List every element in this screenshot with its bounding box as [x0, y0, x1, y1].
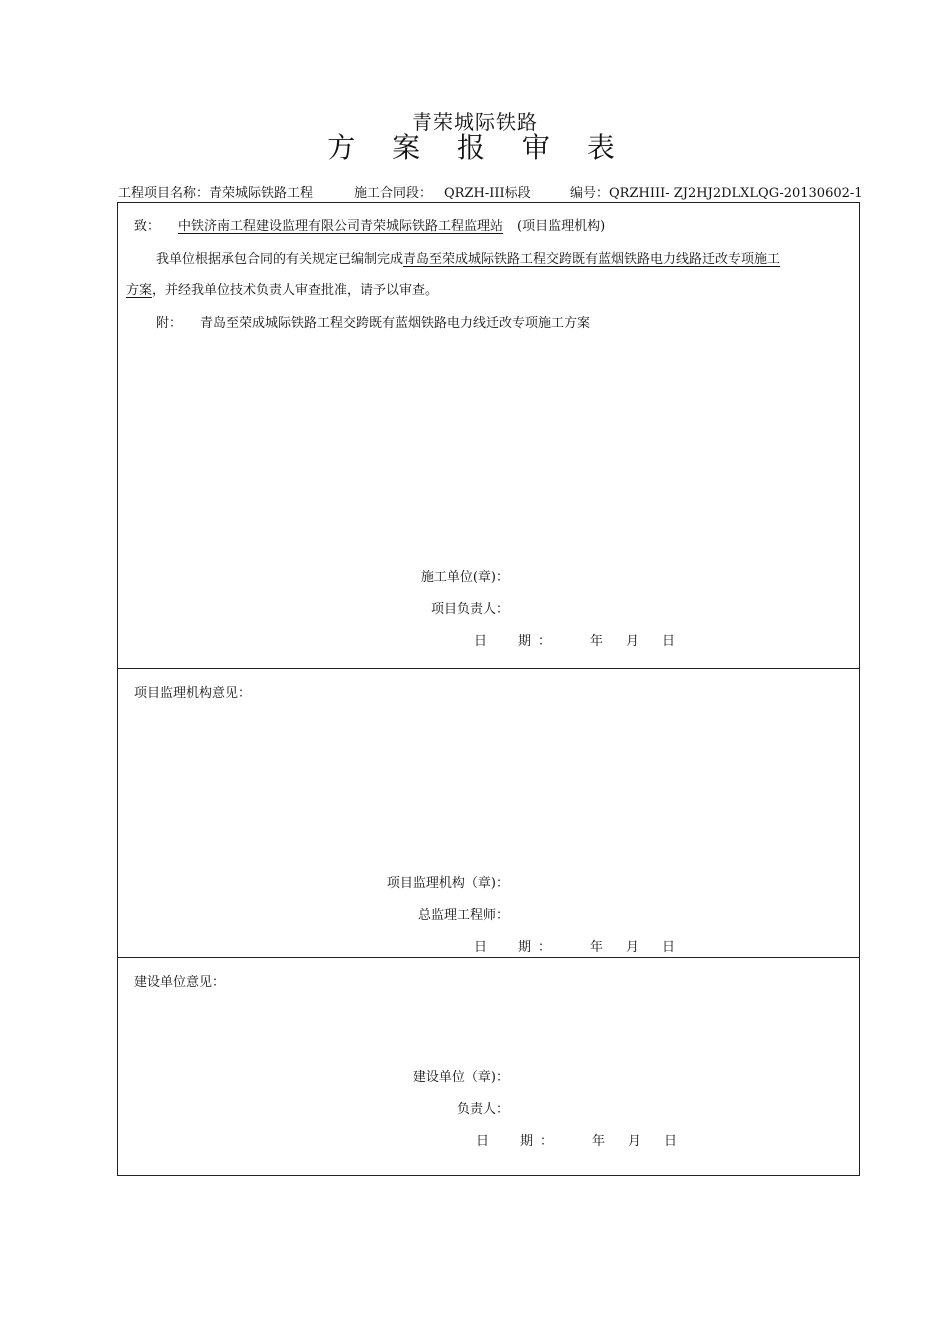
date-label-qi: 期 [518, 940, 532, 955]
date-colon: ： [538, 634, 552, 649]
project-name [118, 182, 313, 201]
addressee-org: 中铁济南工程建设监理有限公司青荣城际铁路工程监理站 [178, 219, 504, 234]
to-label: 致： [134, 219, 161, 234]
date-label-qi: 期 [518, 634, 532, 649]
owner-unit-label: 建设单位（章)： [412, 1070, 509, 1085]
owner-person-label: 负责人： [456, 1102, 509, 1117]
body-suffix: ，并经我单位技术负责人审查批准，请予以审查。 [152, 283, 439, 298]
contractor-unit-label: 施工单位(章)： [420, 570, 509, 585]
document-title-line2: 方 案 报 审 表 [327, 131, 629, 164]
attachment-line [156, 317, 590, 330]
supervision-opinion-label: 项目监理机构意见： [134, 686, 252, 701]
date-day-label: 日 [662, 940, 676, 955]
date-day-label: 日 [662, 634, 676, 649]
project-label: 工程项目名称： [118, 186, 210, 201]
date-colon: ： [538, 940, 552, 955]
addressee-suffix: (项目监理机构) [517, 219, 606, 234]
date-label-qi: 期 [520, 1134, 534, 1149]
plan-name-part2: 方案 [126, 283, 153, 298]
owner-opinion-label: 建设单位意见： [134, 975, 226, 990]
supervision-opinion-section [118, 669, 859, 958]
date-year-label: 年 [590, 940, 604, 955]
date-label-ri: 日 [474, 634, 488, 649]
body-line-2 [126, 284, 438, 297]
addressee-line [134, 220, 605, 233]
date-month-label: 月 [626, 940, 640, 955]
date-month-label: 月 [628, 1134, 642, 1149]
body-prefix: 我单位根据承包合同的有关规定已编制完成 [156, 252, 404, 267]
project-value: 青荣城际铁路工程 [209, 186, 314, 201]
contractor-date-row [474, 635, 694, 649]
attachment-value: 青岛至荣成城际铁路工程交跨既有蓝烟铁路电力线迁改专项施工方案 [200, 316, 591, 331]
date-colon: ： [540, 1134, 554, 1149]
chief-engineer-label: 总监理工程师： [417, 908, 509, 923]
supervision-date-row [474, 941, 694, 955]
date-year-label: 年 [590, 634, 604, 649]
contractor-submission-section [118, 203, 859, 669]
date-day-label: 日 [664, 1134, 678, 1149]
contract-value: QRZH-III标段 [444, 186, 531, 201]
date-month-label: 月 [626, 634, 640, 649]
supervision-unit-label: 项目监理机构（章)： [386, 876, 509, 891]
date-year-label: 年 [592, 1134, 606, 1149]
number-value: QRZHIII- ZJ2HJ2DLXLQG-20130602-1 [609, 186, 863, 201]
contract-section [354, 182, 531, 201]
document-title-line1: 青荣城际铁路 [412, 110, 538, 134]
body-line-1 [156, 253, 780, 266]
approval-form-table [117, 202, 860, 1176]
attachment-label: 附： [156, 316, 183, 331]
owner-date-row [476, 1135, 696, 1149]
date-label-ri: 日 [474, 940, 488, 955]
owner-opinion-section [118, 958, 859, 1176]
date-label-ri: 日 [476, 1134, 490, 1149]
project-manager-label: 项目负责人： [430, 602, 509, 617]
number-label: 编号： [570, 186, 610, 201]
document-number [570, 182, 863, 201]
contract-label: 施工合同段： [354, 186, 433, 201]
plan-name-part1: 青岛至荣成城际铁路工程交跨既有蓝烟铁路电力线路迁改专项施工 [403, 252, 781, 267]
